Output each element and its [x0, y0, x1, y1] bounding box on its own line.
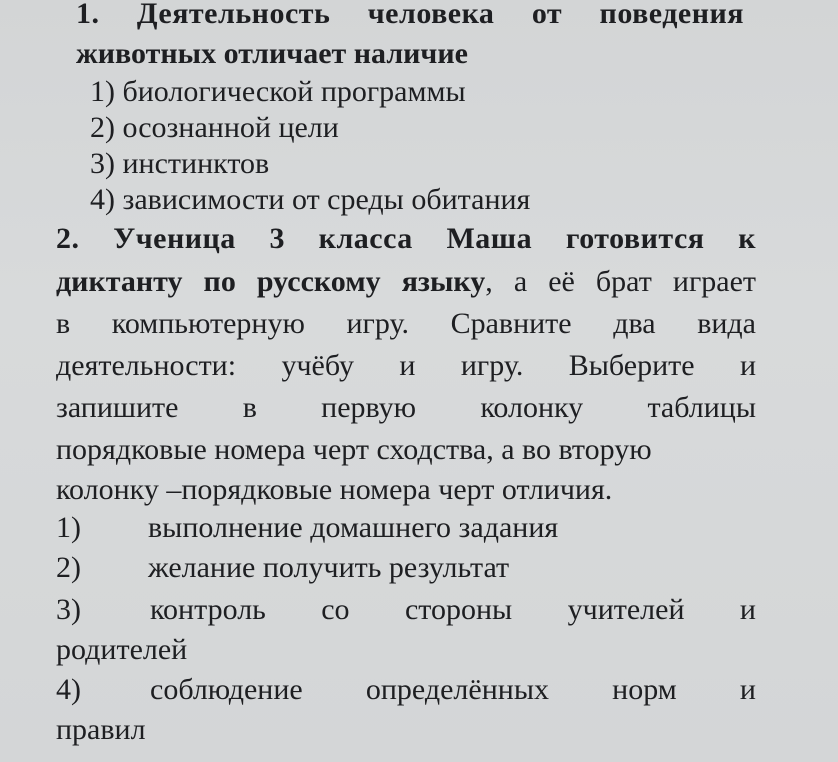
item-number: 2) [56, 551, 81, 584]
item-text-justified [150, 592, 756, 628]
question-1-heading-line2: животных отличает наличие [76, 37, 468, 70]
question-2-item-3-continuation [56, 632, 756, 668]
question-1-option-4: 4) зависимости от среды обитания [90, 183, 531, 216]
item-number: 4) [56, 673, 81, 706]
question-1-option-2: 2) осознанной цели [90, 111, 339, 144]
question-2-bold-fragment: диктанту по русскому языку [56, 265, 486, 298]
question-2-line7: колонку –порядковые номера черт отличия. [56, 473, 613, 506]
question-1-option-1: 1) биологической программы [90, 75, 466, 108]
question-2-item-1 [56, 510, 756, 546]
question-2-line4: деятельности: учёбу и игру. Выберите и [56, 349, 756, 382]
question-2-item-3 [56, 592, 756, 628]
question-1-option-3: 3) инстинктов [90, 147, 270, 180]
item-number: 3) [56, 593, 81, 626]
question-2-line2-rest: , а её брат играет [485, 265, 756, 298]
item-text: желание получить результат [148, 551, 510, 584]
item-text: родителей [56, 633, 188, 666]
question-2-line6: порядковые номера черт сходства, а во вторую [56, 433, 652, 466]
question-1-heading-line1: 1. Деятельность человека от поведения [76, 0, 744, 30]
question-2-item-4 [56, 672, 756, 708]
item-text: выполнение домашнего задания [148, 511, 559, 544]
item-text: правил [56, 713, 146, 746]
question-2-item-2 [56, 550, 756, 586]
item-number: 1) [56, 511, 81, 544]
question-2-line5: запишите в первую колонку таблицы [56, 391, 756, 424]
question-2-line3: в компьютерную игру. Сравните два вида [56, 307, 756, 340]
item-text: контроль со стороны учителей и [150, 593, 756, 626]
item-text: соблюдение определённых норм и [150, 673, 756, 706]
question-2-line2 [56, 264, 756, 300]
question-2-heading-line1: 2. Ученица 3 класса Маша готовится к [56, 222, 756, 255]
question-2-item-4-continuation [56, 712, 756, 748]
